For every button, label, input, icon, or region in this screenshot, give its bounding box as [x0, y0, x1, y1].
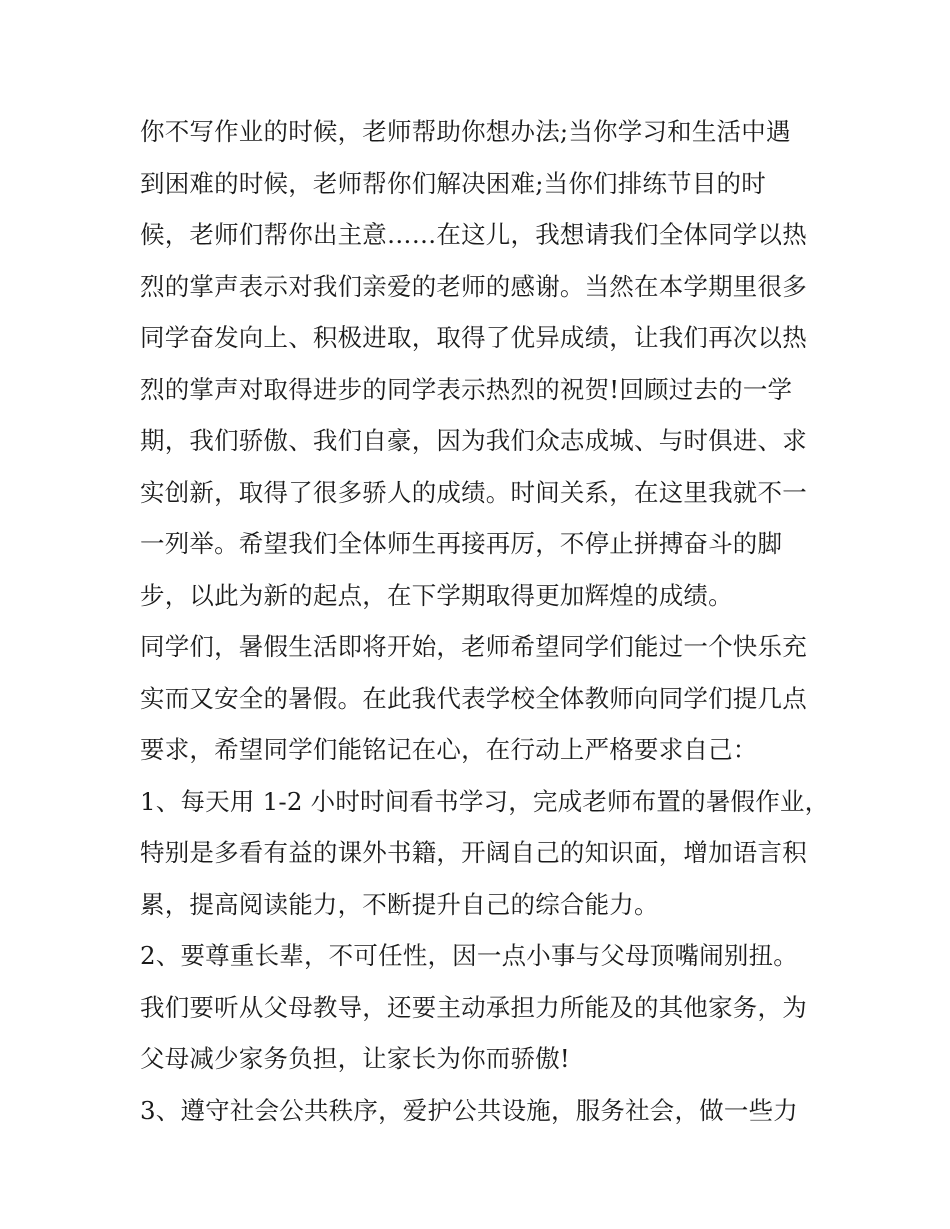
list-item-2-line: 2、要尊重长辈，不可任性，因一点小事与父母顶嘴闹别扭。 [140, 941, 798, 970]
body-text [140, 106, 830, 1136]
text-line: 同学奋发向上、积极进取，取得了优异成绩，让我们再次以热 [140, 323, 807, 352]
text-line: 到困难的时候，老师帮你们解决困难;当你们排练节目的时 [140, 168, 766, 198]
text-line: 步，以此为新的起点，在下学期取得更加辉煌的成绩。 [140, 580, 733, 610]
text-line: 同学们，暑假生活即将开始，老师希望同学们能过一个快乐充 [140, 632, 807, 661]
list-item-3-line: 3、遵守社会公共秩序，爱护公共设施，服务社会，做一些力 [140, 1095, 798, 1125]
text-line: 特别是多看有益的课外书籍，开阔自己的知识面，增加语言积 [140, 838, 807, 867]
text-line: 候，老师们帮你出主意……在这儿，我想请我们全体同学以热 [140, 220, 807, 249]
text-line: 烈的掌声对取得进步的同学表示热烈的祝贺!回顾过去的一学 [140, 374, 793, 404]
text-line: 烈的掌声表示对我们亲爱的老师的感谢。当然在本学期里很多 [140, 271, 807, 301]
list-item-1-line: 1、每天用 1-2 小时时间看书学习，完成老师布置的暑假作业， [140, 786, 830, 816]
text-line: 要求，希望同学们能铭记在心，在行动上严格要求自己： [140, 735, 758, 764]
text-line: 父母减少家务负担，让家长为你而骄傲! [140, 1044, 570, 1073]
text-line: 我们要听从父母教导，还要主动承担力所能及的其他家务，为 [140, 992, 807, 1022]
text-line: 你不写作业的时候，老师帮助你想办法;当你学习和生活中遇 [140, 117, 791, 146]
text-line: 实而又安全的暑假。在此我代表学校全体教师向同学们提几点 [140, 683, 807, 713]
text-line: 实创新，取得了很多骄人的成绩。时间关系，在这里我就不一 [140, 477, 807, 507]
text-line: 累，提高阅读能力，不断提升自己的综合能力。 [140, 889, 659, 919]
text-line: 期，我们骄傲、我们自豪，因为我们众志成城、与时俱进、求 [140, 426, 807, 455]
text-line: 一列举。希望我们全体师生再接再厉，不停止拼搏奋斗的脚 [140, 529, 783, 558]
